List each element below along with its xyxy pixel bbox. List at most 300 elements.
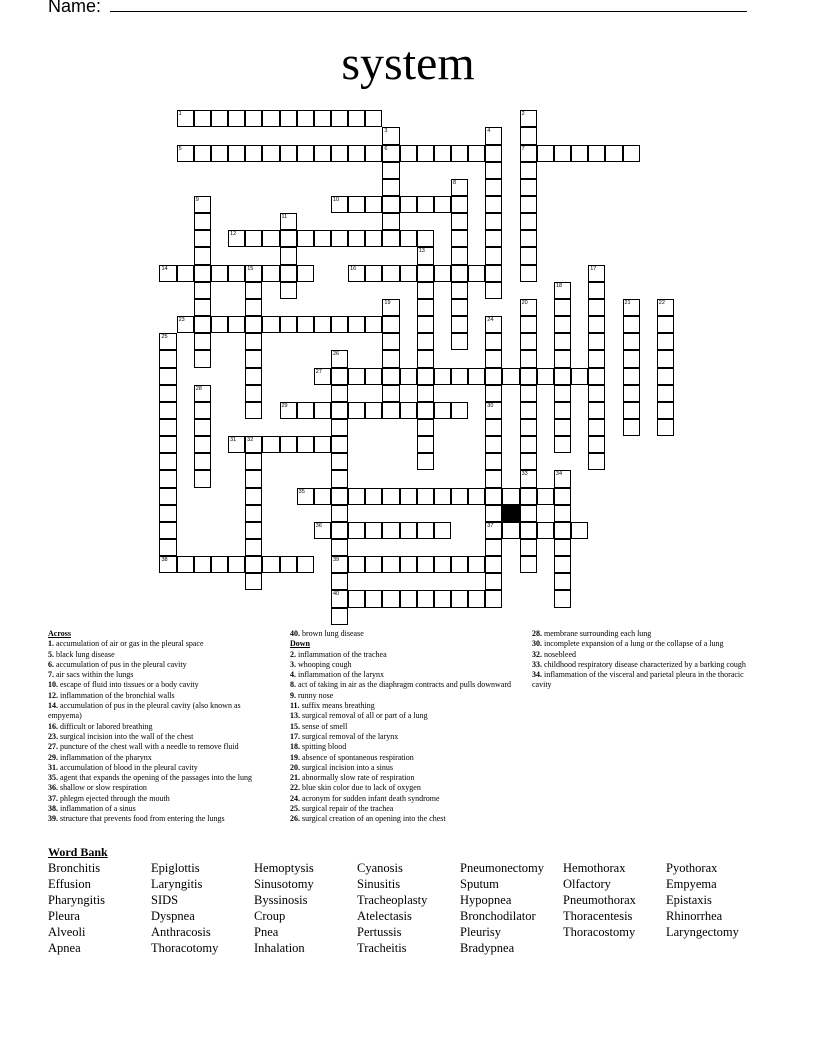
grid-cell[interactable] xyxy=(280,110,297,127)
grid-cell[interactable] xyxy=(382,556,399,573)
grid-cell[interactable] xyxy=(657,333,674,350)
grid-cell[interactable] xyxy=(348,196,365,213)
grid-cell[interactable] xyxy=(520,522,537,539)
grid-cell[interactable] xyxy=(554,145,571,162)
grid-cell[interactable] xyxy=(554,368,571,385)
grid-cell[interactable] xyxy=(520,419,537,436)
grid-cell[interactable] xyxy=(554,419,571,436)
grid-cell[interactable] xyxy=(194,110,211,127)
grid-cell[interactable] xyxy=(417,385,434,402)
grid-cell[interactable] xyxy=(280,247,297,264)
grid-cell[interactable] xyxy=(331,110,348,127)
grid-cell[interactable] xyxy=(331,573,348,590)
grid-cell[interactable] xyxy=(623,385,640,402)
grid-cell[interactable] xyxy=(554,470,571,487)
grid-cell[interactable] xyxy=(417,316,434,333)
grid-cell[interactable] xyxy=(365,145,382,162)
grid-cell[interactable] xyxy=(365,316,382,333)
grid-cell[interactable] xyxy=(262,556,279,573)
grid-cell[interactable] xyxy=(417,453,434,470)
grid-cell[interactable] xyxy=(588,145,605,162)
grid-cell[interactable] xyxy=(245,230,262,247)
grid-cell[interactable] xyxy=(554,539,571,556)
grid-cell[interactable] xyxy=(194,213,211,230)
grid-cell[interactable] xyxy=(159,539,176,556)
name-line[interactable] xyxy=(110,0,747,12)
grid-cell[interactable] xyxy=(331,230,348,247)
grid-cell[interactable] xyxy=(211,110,228,127)
grid-cell[interactable] xyxy=(382,127,399,144)
grid-cell[interactable] xyxy=(348,110,365,127)
grid-cell[interactable] xyxy=(417,402,434,419)
grid-cell[interactable] xyxy=(623,333,640,350)
grid-cell[interactable] xyxy=(159,470,176,487)
grid-cell[interactable] xyxy=(365,265,382,282)
grid-cell[interactable] xyxy=(485,265,502,282)
grid-cell[interactable] xyxy=(434,402,451,419)
grid-cell[interactable] xyxy=(177,556,194,573)
grid-cell[interactable] xyxy=(485,316,502,333)
grid-cell[interactable] xyxy=(417,350,434,367)
grid-cell[interactable] xyxy=(194,470,211,487)
grid-cell[interactable] xyxy=(588,436,605,453)
grid-cell[interactable] xyxy=(382,196,399,213)
grid-cell[interactable] xyxy=(451,247,468,264)
grid-cell[interactable] xyxy=(194,333,211,350)
grid-cell[interactable] xyxy=(177,145,194,162)
grid-cell[interactable] xyxy=(417,299,434,316)
grid-cell[interactable] xyxy=(211,556,228,573)
grid-cell[interactable] xyxy=(434,145,451,162)
grid-cell[interactable] xyxy=(331,556,348,573)
grid-cell[interactable] xyxy=(245,470,262,487)
grid-cell[interactable] xyxy=(382,385,399,402)
grid-cell[interactable] xyxy=(382,230,399,247)
grid-cell[interactable] xyxy=(451,368,468,385)
grid-cell[interactable] xyxy=(314,368,331,385)
grid-cell[interactable] xyxy=(520,385,537,402)
grid-cell[interactable] xyxy=(451,402,468,419)
grid-cell[interactable] xyxy=(468,368,485,385)
grid-cell[interactable] xyxy=(331,196,348,213)
grid-cell[interactable] xyxy=(520,110,537,127)
grid-cell[interactable] xyxy=(417,265,434,282)
grid-cell[interactable] xyxy=(554,333,571,350)
grid-cell[interactable] xyxy=(520,453,537,470)
grid-cell[interactable] xyxy=(468,556,485,573)
grid-cell[interactable] xyxy=(554,350,571,367)
grid-cell[interactable] xyxy=(382,179,399,196)
grid-cell[interactable] xyxy=(194,419,211,436)
grid-cell[interactable] xyxy=(451,179,468,196)
grid-cell[interactable] xyxy=(554,402,571,419)
grid-cell[interactable] xyxy=(434,590,451,607)
grid-cell[interactable] xyxy=(159,368,176,385)
grid-cell[interactable] xyxy=(245,505,262,522)
grid-cell[interactable] xyxy=(520,436,537,453)
grid-cell[interactable] xyxy=(434,556,451,573)
grid-cell[interactable] xyxy=(228,265,245,282)
grid-cell[interactable] xyxy=(485,333,502,350)
grid-cell[interactable] xyxy=(382,333,399,350)
grid-cell[interactable] xyxy=(485,470,502,487)
grid-cell[interactable] xyxy=(400,522,417,539)
grid-cell[interactable] xyxy=(520,316,537,333)
grid-cell[interactable] xyxy=(331,385,348,402)
grid-cell[interactable] xyxy=(400,488,417,505)
grid-cell[interactable] xyxy=(365,402,382,419)
grid-cell[interactable] xyxy=(331,453,348,470)
name-field[interactable] xyxy=(48,0,747,17)
grid-cell[interactable] xyxy=(468,590,485,607)
grid-cell[interactable] xyxy=(520,265,537,282)
grid-cell[interactable] xyxy=(262,316,279,333)
grid-cell[interactable] xyxy=(588,402,605,419)
grid-cell[interactable] xyxy=(417,556,434,573)
grid-cell[interactable] xyxy=(297,265,314,282)
grid-cell[interactable] xyxy=(280,402,297,419)
grid-cell[interactable] xyxy=(331,350,348,367)
grid-cell[interactable] xyxy=(211,145,228,162)
grid-cell[interactable] xyxy=(365,488,382,505)
grid-cell[interactable] xyxy=(657,402,674,419)
grid-cell[interactable] xyxy=(588,316,605,333)
grid-cell[interactable] xyxy=(485,505,502,522)
grid-cell[interactable] xyxy=(451,196,468,213)
grid-cell[interactable] xyxy=(194,436,211,453)
grid-cell[interactable] xyxy=(417,333,434,350)
grid-cell[interactable] xyxy=(451,213,468,230)
grid-cell[interactable] xyxy=(297,230,314,247)
grid-cell[interactable] xyxy=(417,436,434,453)
grid-cell[interactable] xyxy=(400,556,417,573)
grid-cell[interactable] xyxy=(348,230,365,247)
grid-cell[interactable] xyxy=(382,488,399,505)
grid-cell[interactable] xyxy=(331,436,348,453)
grid-cell[interactable] xyxy=(314,230,331,247)
grid-cell[interactable] xyxy=(434,265,451,282)
grid-cell[interactable] xyxy=(245,110,262,127)
grid-cell[interactable] xyxy=(537,488,554,505)
grid-cell[interactable] xyxy=(400,402,417,419)
grid-cell[interactable] xyxy=(245,539,262,556)
grid-cell[interactable] xyxy=(245,368,262,385)
grid-cell[interactable] xyxy=(571,145,588,162)
grid-cell[interactable] xyxy=(502,488,519,505)
grid-cell[interactable] xyxy=(159,453,176,470)
grid-cell[interactable] xyxy=(159,385,176,402)
grid-cell[interactable] xyxy=(331,522,348,539)
grid-cell[interactable] xyxy=(177,265,194,282)
grid-cell[interactable] xyxy=(331,470,348,487)
grid-cell[interactable] xyxy=(434,196,451,213)
grid-cell[interactable] xyxy=(331,608,348,625)
grid-cell[interactable] xyxy=(365,556,382,573)
grid-cell[interactable] xyxy=(382,299,399,316)
grid-cell[interactable] xyxy=(382,402,399,419)
grid-cell[interactable] xyxy=(245,282,262,299)
grid-cell[interactable] xyxy=(365,590,382,607)
grid-cell[interactable] xyxy=(554,590,571,607)
grid-cell[interactable] xyxy=(588,385,605,402)
grid-cell[interactable] xyxy=(348,590,365,607)
grid-cell[interactable] xyxy=(194,402,211,419)
grid-cell[interactable] xyxy=(245,556,262,573)
grid-cell[interactable] xyxy=(400,145,417,162)
grid-cell[interactable] xyxy=(400,368,417,385)
grid-cell[interactable] xyxy=(159,402,176,419)
grid-cell[interactable] xyxy=(417,145,434,162)
grid-cell[interactable] xyxy=(588,299,605,316)
grid-cell[interactable] xyxy=(159,522,176,539)
grid-cell[interactable] xyxy=(228,436,245,453)
grid-cell[interactable] xyxy=(485,539,502,556)
grid-cell[interactable] xyxy=(365,110,382,127)
grid-cell[interactable] xyxy=(159,419,176,436)
grid-cell[interactable] xyxy=(588,333,605,350)
grid-cell[interactable] xyxy=(451,299,468,316)
grid-cell[interactable] xyxy=(434,368,451,385)
grid-cell[interactable] xyxy=(588,453,605,470)
grid-cell[interactable] xyxy=(520,247,537,264)
grid-cell[interactable] xyxy=(194,230,211,247)
grid-cell[interactable] xyxy=(228,110,245,127)
grid-cell[interactable] xyxy=(520,539,537,556)
grid-cell[interactable] xyxy=(485,127,502,144)
grid-cell[interactable] xyxy=(485,522,502,539)
grid-cell[interactable] xyxy=(485,213,502,230)
grid-cell[interactable] xyxy=(382,522,399,539)
grid-cell[interactable] xyxy=(451,145,468,162)
grid-cell[interactable] xyxy=(280,213,297,230)
grid-cell[interactable] xyxy=(485,385,502,402)
grid-cell[interactable] xyxy=(194,299,211,316)
grid-cell[interactable] xyxy=(657,299,674,316)
grid-cell[interactable] xyxy=(228,145,245,162)
grid-cell[interactable] xyxy=(554,436,571,453)
grid-cell[interactable] xyxy=(588,350,605,367)
grid-cell[interactable] xyxy=(588,282,605,299)
grid-cell[interactable] xyxy=(520,179,537,196)
grid-cell[interactable] xyxy=(623,368,640,385)
grid-cell[interactable] xyxy=(537,522,554,539)
grid-cell[interactable] xyxy=(417,368,434,385)
grid-cell[interactable] xyxy=(520,230,537,247)
grid-cell[interactable] xyxy=(382,368,399,385)
grid-cell[interactable] xyxy=(314,110,331,127)
grid-cell[interactable] xyxy=(485,556,502,573)
grid-cell[interactable] xyxy=(177,316,194,333)
grid-cell[interactable] xyxy=(451,488,468,505)
grid-cell[interactable] xyxy=(485,402,502,419)
grid-cell[interactable] xyxy=(417,419,434,436)
grid-cell[interactable] xyxy=(537,145,554,162)
grid-cell[interactable] xyxy=(297,556,314,573)
grid-cell[interactable] xyxy=(485,590,502,607)
grid-cell[interactable] xyxy=(280,145,297,162)
grid-cell[interactable] xyxy=(571,368,588,385)
grid-cell[interactable] xyxy=(245,573,262,590)
grid-cell[interactable] xyxy=(485,282,502,299)
grid-cell[interactable] xyxy=(297,488,314,505)
grid-cell[interactable] xyxy=(194,196,211,213)
grid-cell[interactable] xyxy=(280,556,297,573)
grid-cell[interactable] xyxy=(382,162,399,179)
grid-cell[interactable] xyxy=(228,316,245,333)
grid-cell[interactable] xyxy=(314,436,331,453)
grid-cell[interactable] xyxy=(623,419,640,436)
grid-cell[interactable] xyxy=(331,402,348,419)
grid-cell[interactable] xyxy=(159,350,176,367)
grid-cell[interactable] xyxy=(400,230,417,247)
grid-cell[interactable] xyxy=(194,145,211,162)
grid-cell[interactable] xyxy=(159,265,176,282)
grid-cell[interactable] xyxy=(262,265,279,282)
grid-cell[interactable] xyxy=(520,196,537,213)
grid-cell[interactable] xyxy=(348,265,365,282)
grid-cell[interactable] xyxy=(245,299,262,316)
grid-cell[interactable] xyxy=(262,145,279,162)
grid-cell[interactable] xyxy=(159,333,176,350)
grid-cell[interactable] xyxy=(331,419,348,436)
grid-cell[interactable] xyxy=(331,539,348,556)
grid-cell[interactable] xyxy=(331,368,348,385)
grid-cell[interactable] xyxy=(177,110,194,127)
grid-cell[interactable] xyxy=(451,265,468,282)
grid-cell[interactable] xyxy=(468,145,485,162)
grid-cell[interactable] xyxy=(451,282,468,299)
grid-cell[interactable] xyxy=(485,179,502,196)
grid-cell[interactable] xyxy=(194,265,211,282)
grid-cell[interactable] xyxy=(348,402,365,419)
grid-cell[interactable] xyxy=(657,385,674,402)
grid-cell[interactable] xyxy=(211,265,228,282)
grid-cell[interactable] xyxy=(417,522,434,539)
grid-cell[interactable] xyxy=(280,436,297,453)
grid-cell[interactable] xyxy=(280,316,297,333)
grid-cell[interactable] xyxy=(245,333,262,350)
grid-cell[interactable] xyxy=(451,230,468,247)
grid-cell[interactable] xyxy=(314,402,331,419)
grid-cell[interactable] xyxy=(194,316,211,333)
grid-cell[interactable] xyxy=(451,316,468,333)
grid-cell[interactable] xyxy=(280,265,297,282)
grid-cell[interactable] xyxy=(485,368,502,385)
grid-cell[interactable] xyxy=(468,488,485,505)
grid-cell[interactable] xyxy=(520,470,537,487)
grid-cell[interactable] xyxy=(485,453,502,470)
grid-cell[interactable] xyxy=(382,145,399,162)
grid-cell[interactable] xyxy=(554,556,571,573)
grid-cell[interactable] xyxy=(245,145,262,162)
grid-cell[interactable] xyxy=(485,162,502,179)
grid-cell[interactable] xyxy=(554,522,571,539)
grid-cell[interactable] xyxy=(520,350,537,367)
grid-cell[interactable] xyxy=(314,522,331,539)
grid-cell[interactable] xyxy=(159,436,176,453)
grid-cell[interactable] xyxy=(623,350,640,367)
grid-cell[interactable] xyxy=(623,299,640,316)
grid-cell[interactable] xyxy=(331,488,348,505)
grid-cell[interactable] xyxy=(348,488,365,505)
grid-cell[interactable] xyxy=(245,402,262,419)
grid-cell[interactable] xyxy=(280,230,297,247)
grid-cell[interactable] xyxy=(400,265,417,282)
grid-cell[interactable] xyxy=(588,368,605,385)
grid-cell[interactable] xyxy=(417,230,434,247)
grid-cell[interactable] xyxy=(262,436,279,453)
grid-cell[interactable] xyxy=(434,488,451,505)
grid-cell[interactable] xyxy=(485,196,502,213)
grid-cell[interactable] xyxy=(520,556,537,573)
grid-cell[interactable] xyxy=(382,316,399,333)
grid-cell[interactable] xyxy=(520,145,537,162)
grid-cell[interactable] xyxy=(262,110,279,127)
grid-cell[interactable] xyxy=(331,590,348,607)
grid-cell[interactable] xyxy=(365,368,382,385)
grid-cell[interactable] xyxy=(348,316,365,333)
grid-cell[interactable] xyxy=(605,145,622,162)
grid-cell[interactable] xyxy=(245,350,262,367)
grid-cell[interactable] xyxy=(520,162,537,179)
grid-cell[interactable] xyxy=(245,488,262,505)
grid-cell[interactable] xyxy=(348,368,365,385)
grid-cell[interactable] xyxy=(228,230,245,247)
grid-cell[interactable] xyxy=(623,145,640,162)
grid-cell[interactable] xyxy=(451,556,468,573)
grid-cell[interactable] xyxy=(417,590,434,607)
grid-cell[interactable] xyxy=(485,436,502,453)
grid-cell[interactable] xyxy=(297,316,314,333)
grid-cell[interactable] xyxy=(297,145,314,162)
grid-cell[interactable] xyxy=(417,488,434,505)
grid-cell[interactable] xyxy=(382,265,399,282)
grid-cell[interactable] xyxy=(280,282,297,299)
grid-cell[interactable] xyxy=(245,385,262,402)
grid-cell[interactable] xyxy=(245,316,262,333)
grid-cell[interactable] xyxy=(485,573,502,590)
grid-cell[interactable] xyxy=(417,196,434,213)
grid-cell[interactable] xyxy=(520,333,537,350)
grid-cell[interactable] xyxy=(623,316,640,333)
grid-cell[interactable] xyxy=(331,505,348,522)
grid-cell[interactable] xyxy=(348,556,365,573)
grid-cell[interactable] xyxy=(520,127,537,144)
grid-cell[interactable] xyxy=(194,282,211,299)
grid-cell[interactable] xyxy=(537,368,554,385)
grid-cell[interactable] xyxy=(314,488,331,505)
grid-cell[interactable] xyxy=(159,488,176,505)
grid-cell[interactable] xyxy=(451,333,468,350)
grid-cell[interactable] xyxy=(485,247,502,264)
grid-cell[interactable] xyxy=(520,299,537,316)
grid-cell[interactable] xyxy=(588,419,605,436)
grid-cell[interactable] xyxy=(451,590,468,607)
grid-cell[interactable] xyxy=(331,316,348,333)
grid-cell[interactable] xyxy=(297,110,314,127)
grid-cell[interactable] xyxy=(194,385,211,402)
grid-cell[interactable] xyxy=(485,350,502,367)
grid-cell[interactable] xyxy=(228,556,245,573)
grid-cell[interactable] xyxy=(554,505,571,522)
grid-cell[interactable] xyxy=(194,247,211,264)
grid-cell[interactable] xyxy=(314,316,331,333)
grid-cell[interactable] xyxy=(417,282,434,299)
grid-cell[interactable] xyxy=(502,522,519,539)
grid-cell[interactable] xyxy=(485,488,502,505)
grid-cell[interactable] xyxy=(382,350,399,367)
grid-cell[interactable] xyxy=(400,196,417,213)
